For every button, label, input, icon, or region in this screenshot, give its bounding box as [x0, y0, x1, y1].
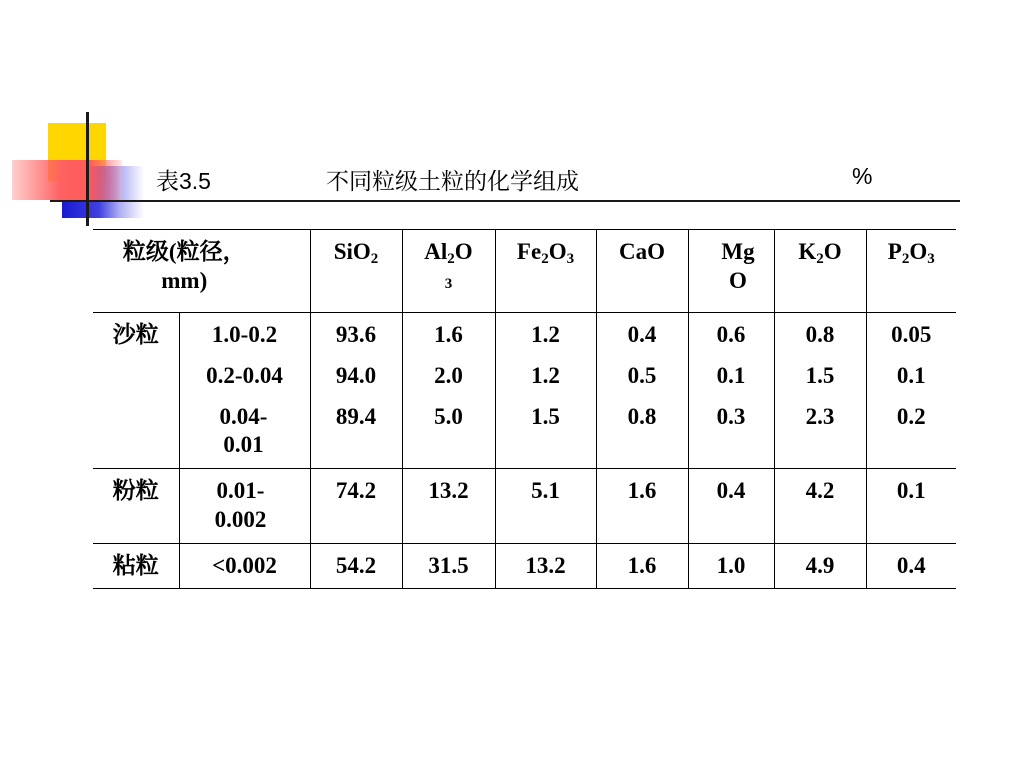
title-underline — [50, 200, 960, 202]
value-cell: 5.0 — [402, 395, 495, 469]
value-cell: 5.1 — [495, 469, 596, 544]
value-cell: 0.2 — [866, 395, 956, 469]
group-sand-label: 沙粒 — [93, 313, 179, 469]
value-cell: 1.6 — [402, 313, 495, 354]
value-cell: 1.2 — [495, 354, 596, 395]
value-cell: 13.2 — [495, 543, 596, 589]
value-cell: 54.2 — [310, 543, 402, 589]
value-cell: 0.8 — [774, 313, 866, 354]
header-col-cao: CaO — [596, 230, 688, 313]
value-cell: 13.2 — [402, 469, 495, 544]
value-cell: 1.2 — [495, 313, 596, 354]
table-title: 不同粒级土粒的化学组成 — [326, 168, 579, 194]
value-cell: 0.6 — [688, 313, 774, 354]
range-cell: 0.2-0.04 — [179, 354, 310, 395]
group-silt-label: 粉粒 — [93, 469, 179, 544]
value-cell: 2.0 — [402, 354, 495, 395]
header-col-sio2: SiO$_2$ — [310, 230, 402, 313]
value-cell: 0.4 — [688, 469, 774, 544]
value-cell: 4.9 — [774, 543, 866, 589]
value-cell: 1.5 — [774, 354, 866, 395]
value-cell: 31.5 — [402, 543, 495, 589]
value-cell: 1.6 — [596, 543, 688, 589]
value-cell: 1.5 — [495, 395, 596, 469]
unit-label: % — [852, 163, 873, 189]
value-cell: 0.8 — [596, 395, 688, 469]
value-cell: 89.4 — [310, 395, 402, 469]
header-row — [93, 230, 956, 313]
table-row — [93, 469, 956, 544]
header-col-mgo: Mg O — [688, 230, 774, 313]
range-cell: 0.04-0.01 — [179, 395, 310, 469]
value-cell: 0.1 — [896, 362, 926, 388]
header-col-k2o: $K_2O$ — [774, 230, 866, 313]
value-cell: 0.1 — [866, 469, 956, 544]
header-class: 粒级(粒径，mm) — [93, 230, 310, 313]
value-cell: 94.0 — [310, 354, 402, 395]
value-cell: 0.4 — [596, 313, 688, 354]
value-cell: 0.4 — [866, 543, 956, 589]
range-cell: 1.0-0.2 — [179, 313, 310, 354]
value-cell: 0.5 — [596, 354, 688, 395]
value-cell: 4.2 — [774, 469, 866, 544]
table-row — [93, 313, 956, 354]
value-cell: 1.6 — [596, 469, 688, 544]
header-col-al2o3: $Al_2O$ 3 — [402, 230, 495, 313]
value-cell: 93.6 — [310, 313, 402, 354]
chemical-composition-table — [93, 229, 956, 589]
value-cell: 0.1 — [688, 354, 774, 395]
value-cell: 1.0 — [688, 543, 774, 589]
table-label: 表3.5 — [156, 168, 211, 194]
group-clay-label: 粘粒 — [93, 543, 179, 589]
range-cell: <0.002 — [179, 543, 310, 589]
header-col-fe2o3: $Fe_2O_3$ — [495, 230, 596, 313]
header-col-p2o3: $P_2O_3$ — [866, 230, 956, 313]
value-cell: 0.3 — [688, 395, 774, 469]
table-row — [93, 395, 956, 469]
range-cell: 0.01-0.002 — [179, 469, 310, 544]
value-cell: 2.3 — [774, 395, 866, 469]
table-row — [93, 354, 956, 395]
value-cell: 0.05 — [891, 322, 932, 347]
table-row — [93, 543, 956, 589]
value-cell: 74.2 — [310, 469, 402, 544]
slide-title — [0, 163, 1024, 193]
